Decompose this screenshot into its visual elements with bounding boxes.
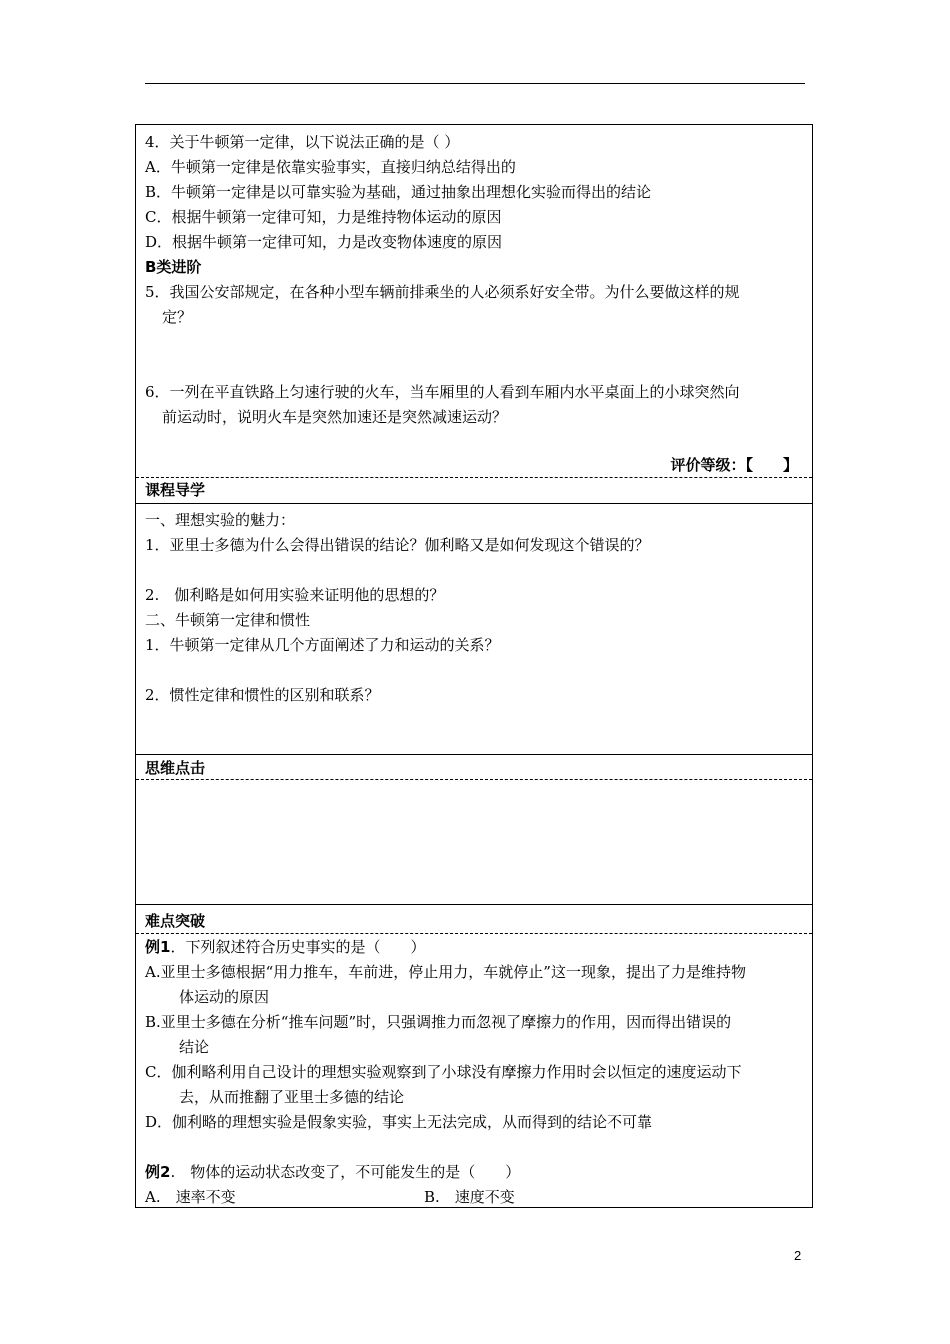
example-1-option-c-line1: C．伽利略利用自己设计的理想实验观察到了小球没有摩擦力作用时会以恒定的速度运动下	[145, 1063, 742, 1081]
example-1-option-c-line2: 去，从而推翻了亚里士多德的结论	[179, 1088, 405, 1106]
example-1-text: ．下列叙述符合历史事实的是（ ）	[170, 938, 426, 956]
q6-line1: 6．一列在平直铁路上匀速行驶的火车，当车厢里的人看到车厢内水平桌面上的小球突然向	[145, 383, 740, 401]
example-2-option-a: A. 速率不变	[145, 1188, 236, 1206]
rating-label: 评价等级：【 】	[670, 456, 798, 474]
divider	[136, 503, 812, 504]
thinking-title: 思维点击	[145, 759, 206, 777]
example-2-text: . 物体的运动状态改变了，不可能发生的是（ ）	[170, 1163, 521, 1181]
q4-option-a: A．牛顿第一定律是依靠实验事实，直接归纳总结得出的	[145, 158, 516, 176]
q4-option-b: B．牛顿第一定律是以可靠实验为基础，通过抽象出理想化实验而得出的结论	[145, 183, 652, 201]
divider	[136, 754, 812, 755]
divider	[136, 779, 812, 780]
example-1-label: 例1	[145, 938, 171, 956]
divider	[136, 477, 812, 478]
example-1-option-d: D．伽利略的理想实验是假象实验，事实上无法完成，从而得到的结论不可靠	[145, 1113, 653, 1131]
example-1-option-a-line2: 体运动的原因	[179, 988, 270, 1006]
guide-question-1: 1．亚里士多德为什么会得出错误的结论？伽利略又是如何发现这个错误的？	[145, 536, 650, 554]
guide-question-2: 2. 伽利略是如何用实验来证明他的思想的？	[145, 586, 445, 604]
q5-line1: 5．我国公安部规定，在各种小型车辆前排乘坐的人必须系好安全带。为什么要做这样的规	[145, 283, 740, 301]
example-1-option-b-line1: B.亚里士多德在分析“推车问题”时，只强调推力而忽视了摩擦力的作用，因而得出错误的	[145, 1013, 732, 1031]
guide-question-3: 1．牛顿第一定律从几个方面阐述了力和运动的关系？	[145, 636, 500, 654]
difficulty-title: 难点突破	[145, 912, 206, 930]
q5-line2: 定？	[162, 308, 193, 326]
q4-option-d: D．根据牛顿第一定律可知，力是改变物体速度的原因	[145, 233, 503, 251]
header-rule	[145, 83, 805, 84]
worksheet-table	[135, 124, 813, 1208]
section-b-heading: B类进阶	[145, 258, 202, 276]
example-1-option-b-line2: 结论	[179, 1038, 210, 1056]
page-number: 2	[794, 1248, 802, 1263]
example-1-stem	[145, 937, 425, 957]
q4-option-c: C．根据牛顿第一定律可知，力是维持物体运动的原因	[145, 208, 502, 226]
example-2-option-b: B. 速度不变	[424, 1188, 515, 1206]
example-2-label: 例2	[145, 1163, 171, 1181]
example-2-stem	[145, 1162, 520, 1182]
guide-heading-1: 一、理想实验的魅力：	[145, 511, 296, 529]
divider	[136, 904, 812, 905]
q6-line2: 前运动时，说明火车是突然加速还是突然减速运动？	[162, 408, 508, 426]
guide-title: 课程导学	[145, 481, 206, 499]
q4-stem: 4．关于牛顿第一定律，以下说法正确的是（ ）	[145, 133, 460, 151]
guide-question-4: 2．惯性定律和惯性的区别和联系？	[145, 686, 380, 704]
example-1-option-a-line1: A.亚里士多德根据“用力推车，车前进，停止用力，车就停止”这一现象，提出了力是维持物	[145, 963, 746, 981]
divider	[136, 933, 812, 934]
guide-heading-2: 二、牛顿第一定律和惯性	[145, 611, 311, 629]
